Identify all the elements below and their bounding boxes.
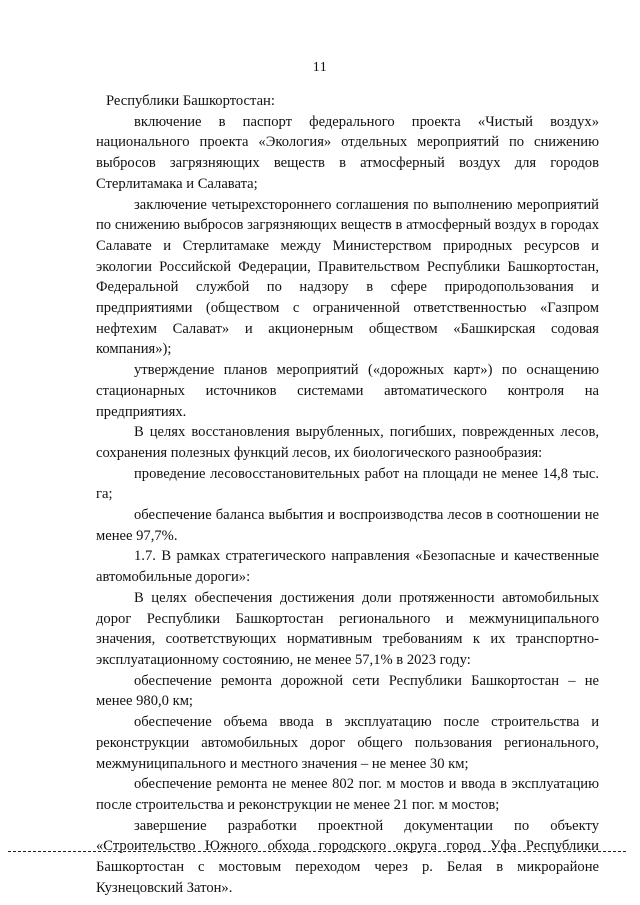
bottom-divider-line <box>8 851 626 852</box>
paragraph-ufa-bypass-design: завершение разработки проектной документации по объекту «Строительство Южного обхода городского округа город Уфа Республики Башкортостан с мостовым переходом через р. Белая в микрорайоне Кузнецовский Затон». <box>96 817 599 896</box>
paragraph-four-party-agreement: заключение четырехстороннего соглашения по выполнению мероприятий по снижению выбросов загрязняющих веществ в атмосферный воздух в городах Салавате и Стерлитамаке между Министерством природных ресурсов и экологии Российской Федерации, Правительством Республики Башкортостан, Федеральной службой по надзору в сфере природопользования и предприятиями (обществом с ограниченной ответственностью «Газпром нефтехим Салават» и акционерным обществом «Башкирская содовая компания»); <box>96 196 599 358</box>
document-body <box>96 91 599 898</box>
paragraph-road-commissioning: обеспечение объема ввода в эксплуатацию после строительства и реконструкции автомобильных дорог общего пользования регионального, межмуниципального и местного значения – не менее 30 км; <box>96 714 599 772</box>
paragraph-forest-restoration-goal: В целях восстановления вырубленных, погибших, поврежденных лесов, сохранения полезных функций лесов, их биологического разнообразия: <box>96 424 599 461</box>
paragraph-roadmaps: утверждение планов мероприятий («дорожных карт») по оснащению стационарных источников системами автоматического контроля на предприятиях. <box>96 362 599 420</box>
paragraph-road-share-goal: В целях обеспечения достижения доли протяженности автомобильных дорог Республики Башкортостан регионального и межмуниципального значения, соответствующих нормативным требованиям к их транспортно-эксплуатационному состоянию, не менее 57,1% в 2023 году: <box>96 589 599 668</box>
paragraph-reforestation-area: проведение лесовосстановительных работ на площади не менее 14,8 тыс. га; <box>96 465 599 503</box>
paragraph-forest-balance: обеспечение баланса выбытия и воспроизводства лесов в соотношении не менее 97,7%. <box>96 507 599 544</box>
paragraph-clean-air-project: включение в паспорт федерального проекта «Чистый воздух» национального проекта «Экология» отдельных мероприятий по снижению выбросов загрязняющих веществ в атмосферный воздух для городов Стерлитамака и Салавата; <box>96 113 599 192</box>
paragraph-road-repair: обеспечение ремонта дорожной сети Республики Башкортостан – не менее 980,0 км; <box>96 672 599 710</box>
paragraph-section-1-7-heading: 1.7. В рамках стратегического направления «Безопасные и качественные автомобильные дороги»: <box>96 548 599 586</box>
paragraph-bridge-repair: обеспечение ремонта не менее 802 пог. м мостов и ввода в эксплуатацию после строительства и реконструкции не менее 21 пог. м мостов; <box>96 776 599 813</box>
paragraph-region-continuation: Республики Башкортостан: <box>106 93 275 109</box>
page-number: 11 <box>312 60 328 75</box>
